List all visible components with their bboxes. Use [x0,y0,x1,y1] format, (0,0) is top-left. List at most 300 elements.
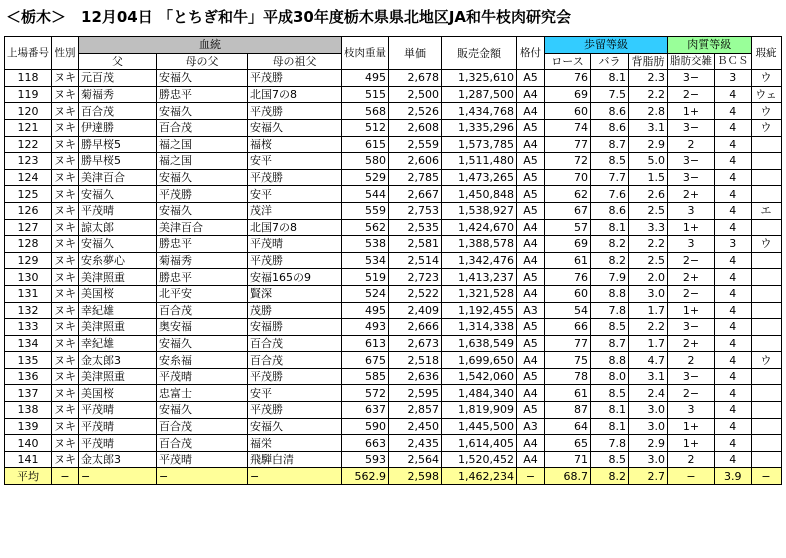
cell-sex: ヌキ [52,435,79,452]
cell-maternal-grandfather: 美津百合 [157,219,248,236]
cell-defect: ウ [751,236,781,253]
table-row [5,269,782,286]
table-row [5,385,782,402]
cell-grade: A5 [517,269,545,286]
cell-sex: ヌキ [52,202,79,219]
header-bcs: ＢＣＳ [715,53,752,70]
cell-loin: 61 [545,385,591,402]
cell-lot-number: 124 [5,169,52,186]
table-row [5,352,782,369]
cell-sales-amount: 1,450,848 [442,186,517,203]
table-row [5,219,782,236]
table-row [5,119,782,136]
cell-lot-number: 138 [5,402,52,419]
cell-defect: ウ [751,103,781,120]
cell-marbling: 2+ [668,269,715,286]
cell-father: 平茂晴 [79,402,157,419]
cell-father: 百合茂 [79,103,157,120]
cell-marbling: 1+ [668,103,715,120]
cell-lot-number: 130 [5,269,52,286]
cell-carcass-weight: 493 [342,319,389,336]
table-header [5,37,782,70]
cell-grade: A4 [517,236,545,253]
cell-father: 諒太郎 [79,219,157,236]
cell-bcs: 4 [715,368,752,385]
cell-lot-number: 120 [5,103,52,120]
cell-rib: 8.5 [591,319,629,336]
cell-carcass-weight: 519 [342,269,389,286]
header-back-fat: 背脂肪 [629,53,668,70]
cell-back-fat: 4.7 [629,352,668,369]
cell-back-fat: 2.8 [629,103,668,120]
cell-maternal-grandfather: 勝忠平 [157,236,248,253]
cell-lot-number: 140 [5,435,52,452]
cell-marbling: 2− [668,252,715,269]
cell-sex: ヌキ [52,119,79,136]
cell-grade: A4 [517,136,545,153]
table-row [5,186,782,203]
cell-carcass-weight: 572 [342,385,389,402]
cell-lot-number: 135 [5,352,52,369]
cell-marbling: 2 [668,136,715,153]
cell-defect [751,269,781,286]
cell-sales-amount: 1,699,650 [442,352,517,369]
average-label: 平均 [5,468,52,485]
table-row [5,368,782,385]
cell-maternal-great-grandfather: 安福久 [248,418,342,435]
average-sales: 1,462,234 [442,468,517,485]
cell-maternal-grandfather: 福之国 [157,153,248,170]
cell-grade: A5 [517,169,545,186]
cell-maternal-great-grandfather: 平茂勝 [248,402,342,419]
cell-unit-price: 2,518 [389,352,442,369]
cell-marbling: 2+ [668,335,715,352]
cell-sales-amount: 1,542,060 [442,368,517,385]
cell-unit-price: 2,435 [389,435,442,452]
cell-maternal-great-grandfather: 安平 [248,385,342,402]
cell-marbling: 3 [668,402,715,419]
header-marbling: 脂肪交雑 [668,53,715,70]
cell-bcs: 4 [715,319,752,336]
cell-sales-amount: 1,342,476 [442,252,517,269]
cell-back-fat: 5.0 [629,153,668,170]
cell-marbling: 2− [668,86,715,103]
average-grade: − [517,468,545,485]
cell-unit-price: 2,673 [389,335,442,352]
cell-unit-price: 2,526 [389,103,442,120]
table-row [5,435,782,452]
cell-loin: 60 [545,103,591,120]
cell-loin: 57 [545,219,591,236]
average-marbling: − [668,468,715,485]
cell-lot-number: 126 [5,202,52,219]
cell-loin: 71 [545,451,591,468]
cell-defect [751,402,781,419]
cell-marbling: 3− [668,319,715,336]
cell-loin: 54 [545,302,591,319]
cell-carcass-weight: 529 [342,169,389,186]
cell-unit-price: 2,535 [389,219,442,236]
cell-unit-price: 2,559 [389,136,442,153]
table-row [5,103,782,120]
cell-grade: A5 [517,119,545,136]
cell-rib: 8.5 [591,451,629,468]
cell-back-fat: 3.0 [629,451,668,468]
cell-bcs: 4 [715,119,752,136]
cell-back-fat: 3.0 [629,418,668,435]
cell-sales-amount: 1,287,500 [442,86,517,103]
table-row [5,252,782,269]
cell-rib: 7.8 [591,435,629,452]
cell-maternal-great-grandfather: 平茂勝 [248,368,342,385]
cell-father: 美津百合 [79,169,157,186]
cell-father: 幸紀雄 [79,335,157,352]
cell-sales-amount: 1,520,452 [442,451,517,468]
average-row [5,468,782,485]
cell-father: 美津照重 [79,269,157,286]
cell-sales-amount: 1,819,909 [442,402,517,419]
cell-back-fat: 2.3 [629,70,668,87]
cell-grade: A3 [517,302,545,319]
cell-sales-amount: 1,424,670 [442,219,517,236]
table-row [5,136,782,153]
cell-bcs: 4 [715,252,752,269]
table-row [5,153,782,170]
cell-maternal-great-grandfather: 平茂勝 [248,169,342,186]
cell-sex: ヌキ [52,252,79,269]
cell-defect [751,335,781,352]
cell-bcs: 4 [715,335,752,352]
cell-back-fat: 2.2 [629,319,668,336]
cell-bcs: 4 [715,352,752,369]
cell-carcass-weight: 495 [342,70,389,87]
table-body [5,70,782,468]
cell-maternal-great-grandfather: 北国7の8 [248,86,342,103]
cell-maternal-grandfather: 平茂勝 [157,186,248,203]
table-row [5,451,782,468]
cell-sales-amount: 1,192,455 [442,302,517,319]
cell-unit-price: 2,608 [389,119,442,136]
cell-carcass-weight: 568 [342,103,389,120]
cell-carcass-weight: 615 [342,136,389,153]
cell-sex: ヌキ [52,186,79,203]
cell-carcass-weight: 637 [342,402,389,419]
cell-carcass-weight: 512 [342,119,389,136]
cell-maternal-grandfather: 安福久 [157,335,248,352]
cell-carcass-weight: 559 [342,202,389,219]
average-rib: 8.2 [591,468,629,485]
cell-maternal-grandfather: 勝忠平 [157,269,248,286]
cell-maternal-grandfather: 百合茂 [157,418,248,435]
cell-marbling: 1+ [668,418,715,435]
average-sex: − [52,468,79,485]
cell-carcass-weight: 495 [342,302,389,319]
cell-bcs: 4 [715,186,752,203]
cell-sex: ヌキ [52,451,79,468]
cell-sales-amount: 1,413,237 [442,269,517,286]
average-mggf: − [248,468,342,485]
cell-loin: 61 [545,252,591,269]
header-sex: 性別 [52,37,79,70]
cell-maternal-great-grandfather: 安福165の9 [248,269,342,286]
cell-unit-price: 2,678 [389,70,442,87]
cell-back-fat: 3.0 [629,402,668,419]
cell-defect [751,385,781,402]
cell-grade: A4 [517,86,545,103]
cell-lot-number: 141 [5,451,52,468]
cell-unit-price: 2,753 [389,202,442,219]
cell-loin: 87 [545,402,591,419]
cell-rib: 8.7 [591,335,629,352]
average-mgf: − [157,468,248,485]
cell-back-fat: 2.5 [629,252,668,269]
cell-defect [751,219,781,236]
cell-maternal-grandfather: 安福久 [157,402,248,419]
cell-back-fat: 2.0 [629,269,668,286]
cell-sales-amount: 1,434,768 [442,103,517,120]
cell-rib: 8.1 [591,219,629,236]
cell-rib: 8.1 [591,70,629,87]
cell-rib: 7.7 [591,169,629,186]
cell-lot-number: 132 [5,302,52,319]
cell-rib: 8.6 [591,103,629,120]
cell-rib: 8.1 [591,418,629,435]
cell-rib: 7.6 [591,186,629,203]
cell-loin: 78 [545,368,591,385]
cell-rib: 8.1 [591,402,629,419]
cell-maternal-grandfather: 北平安 [157,285,248,302]
cell-lot-number: 133 [5,319,52,336]
cell-sex: ヌキ [52,285,79,302]
cell-defect [751,169,781,186]
cell-defect: ウ [751,119,781,136]
cell-sex: ヌキ [52,335,79,352]
cell-father: 幸紀雄 [79,302,157,319]
cell-sales-amount: 1,321,528 [442,285,517,302]
header-loin: ロース [545,53,591,70]
cell-loin: 66 [545,319,591,336]
cell-maternal-grandfather: 忠富士 [157,385,248,402]
cell-rib: 8.0 [591,368,629,385]
average-father: − [79,468,157,485]
cell-sex: ヌキ [52,169,79,186]
header-maternal-great-grandfather: 母の祖父 [248,53,342,70]
cell-unit-price: 2,606 [389,153,442,170]
cell-grade: A5 [517,70,545,87]
cell-marbling: 2− [668,385,715,402]
cell-loin: 77 [545,335,591,352]
cell-defect [751,451,781,468]
cell-maternal-grandfather: 安福久 [157,103,248,120]
cell-maternal-grandfather: 平茂晴 [157,368,248,385]
cell-maternal-great-grandfather: 茂勝 [248,302,342,319]
cell-sex: ヌキ [52,70,79,87]
cell-loin: 62 [545,186,591,203]
cell-grade: A5 [517,186,545,203]
cell-grade: A5 [517,153,545,170]
cell-carcass-weight: 593 [342,451,389,468]
cell-maternal-great-grandfather: 安福勝 [248,319,342,336]
cell-defect [751,186,781,203]
header-sales-amount: 販売金額 [442,37,517,70]
cell-loin: 67 [545,202,591,219]
cell-unit-price: 2,723 [389,269,442,286]
cell-marbling: 2 [668,352,715,369]
page-title: ＜栃木＞ 12月04日 「とちぎ和牛」平成30年度栃木県県北地区JA和牛枝肉研究会 [6,8,572,26]
cell-lot-number: 139 [5,418,52,435]
table-row [5,418,782,435]
cell-sales-amount: 1,473,265 [442,169,517,186]
cell-back-fat: 1.7 [629,335,668,352]
average-unit-price: 2,598 [389,468,442,485]
cell-unit-price: 2,409 [389,302,442,319]
cell-maternal-great-grandfather: 茂洋 [248,202,342,219]
cell-marbling: 3− [668,70,715,87]
table-row [5,202,782,219]
cell-marbling: 3− [668,153,715,170]
cell-defect: ウ [751,352,781,369]
cell-back-fat: 2.4 [629,385,668,402]
cell-back-fat: 1.5 [629,169,668,186]
cell-unit-price: 2,857 [389,402,442,419]
cell-bcs: 4 [715,285,752,302]
cell-back-fat: 2.2 [629,236,668,253]
cell-sales-amount: 1,484,340 [442,385,517,402]
cell-bcs: 3 [715,70,752,87]
header-father: 父 [79,53,157,70]
cell-grade: A5 [517,319,545,336]
cell-defect [751,285,781,302]
cell-father: 伊達勝 [79,119,157,136]
cell-back-fat: 3.3 [629,219,668,236]
cell-marbling: 1+ [668,302,715,319]
cell-maternal-great-grandfather: 安福久 [248,119,342,136]
cell-maternal-great-grandfather: 福桜 [248,136,342,153]
cell-sex: ヌキ [52,103,79,120]
table-row [5,285,782,302]
cell-lot-number: 119 [5,86,52,103]
cell-sales-amount: 1,388,578 [442,236,517,253]
cell-sex: ヌキ [52,368,79,385]
cell-loin: 70 [545,169,591,186]
header-grade: 格付 [517,37,545,70]
cell-carcass-weight: 534 [342,252,389,269]
cell-sales-amount: 1,335,296 [442,119,517,136]
cell-carcass-weight: 675 [342,352,389,369]
cell-rib: 7.5 [591,86,629,103]
table-row [5,70,782,87]
cell-father: 安福久 [79,186,157,203]
cell-back-fat: 2.9 [629,136,668,153]
cell-maternal-grandfather: 安糸福 [157,352,248,369]
table-row [5,169,782,186]
cell-maternal-great-grandfather: 賢深 [248,285,342,302]
cell-marbling: 2+ [668,186,715,203]
cell-grade: A5 [517,335,545,352]
cell-grade: A3 [517,418,545,435]
cell-bcs: 4 [715,435,752,452]
cell-grade: A4 [517,385,545,402]
cell-bcs: 4 [715,451,752,468]
cell-grade: A5 [517,202,545,219]
cell-father: 美国桜 [79,285,157,302]
header-pedigree: 血統 [79,37,342,54]
cell-carcass-weight: 663 [342,435,389,452]
cell-sales-amount: 1,445,500 [442,418,517,435]
cell-defect [751,319,781,336]
cell-grade: A4 [517,285,545,302]
cell-father: 美津照重 [79,368,157,385]
cell-grade: A4 [517,352,545,369]
cell-loin: 65 [545,435,591,452]
cell-bcs: 4 [715,418,752,435]
cell-maternal-great-grandfather: 百合茂 [248,352,342,369]
cell-maternal-grandfather: 百合茂 [157,435,248,452]
cell-loin: 60 [545,285,591,302]
cell-maternal-grandfather: 百合茂 [157,119,248,136]
header-unit-price: 単価 [389,37,442,70]
cell-unit-price: 2,667 [389,186,442,203]
cell-sex: ヌキ [52,385,79,402]
cell-loin: 64 [545,418,591,435]
cell-father: 勝早桜5 [79,136,157,153]
cell-father: 美国桜 [79,385,157,402]
cell-maternal-great-grandfather: 飛騨白清 [248,451,342,468]
cell-maternal-grandfather: 平茂晴 [157,451,248,468]
cell-lot-number: 118 [5,70,52,87]
cell-maternal-grandfather: 奥安福 [157,319,248,336]
header-carcass-weight: 枝肉重量 [342,37,389,70]
cell-lot-number: 137 [5,385,52,402]
cell-father: 菊福秀 [79,86,157,103]
cell-marbling: 3 [668,236,715,253]
cell-unit-price: 2,581 [389,236,442,253]
cell-bcs: 4 [715,269,752,286]
average-weight: 562.9 [342,468,389,485]
cell-defect: ウェ [751,86,781,103]
cell-marbling: 2 [668,451,715,468]
cell-unit-price: 2,636 [389,368,442,385]
average-bcs: 3.9 [715,468,752,485]
cell-back-fat: 3.1 [629,119,668,136]
average-fat: 2.7 [629,468,668,485]
cell-rib: 8.2 [591,252,629,269]
cell-marbling: 3− [668,368,715,385]
cell-defect [751,418,781,435]
cell-rib: 8.5 [591,153,629,170]
cell-rib: 8.8 [591,352,629,369]
cell-carcass-weight: 524 [342,285,389,302]
cell-bcs: 4 [715,103,752,120]
cell-bcs: 4 [715,385,752,402]
header-yield-grade: 歩留等級 [545,37,668,54]
cell-lot-number: 121 [5,119,52,136]
cell-maternal-great-grandfather: 平茂勝 [248,70,342,87]
cell-bcs: 4 [715,136,752,153]
header-maternal-grandfather: 母の父 [157,53,248,70]
cell-sex: ヌキ [52,136,79,153]
average-loin: 68.7 [545,468,591,485]
cell-lot-number: 129 [5,252,52,269]
cell-defect [751,435,781,452]
cell-sales-amount: 1,314,338 [442,319,517,336]
cell-defect [751,368,781,385]
cell-bcs: 4 [715,202,752,219]
cell-unit-price: 2,785 [389,169,442,186]
cell-back-fat: 3.1 [629,368,668,385]
cell-back-fat: 1.7 [629,302,668,319]
table-row [5,319,782,336]
